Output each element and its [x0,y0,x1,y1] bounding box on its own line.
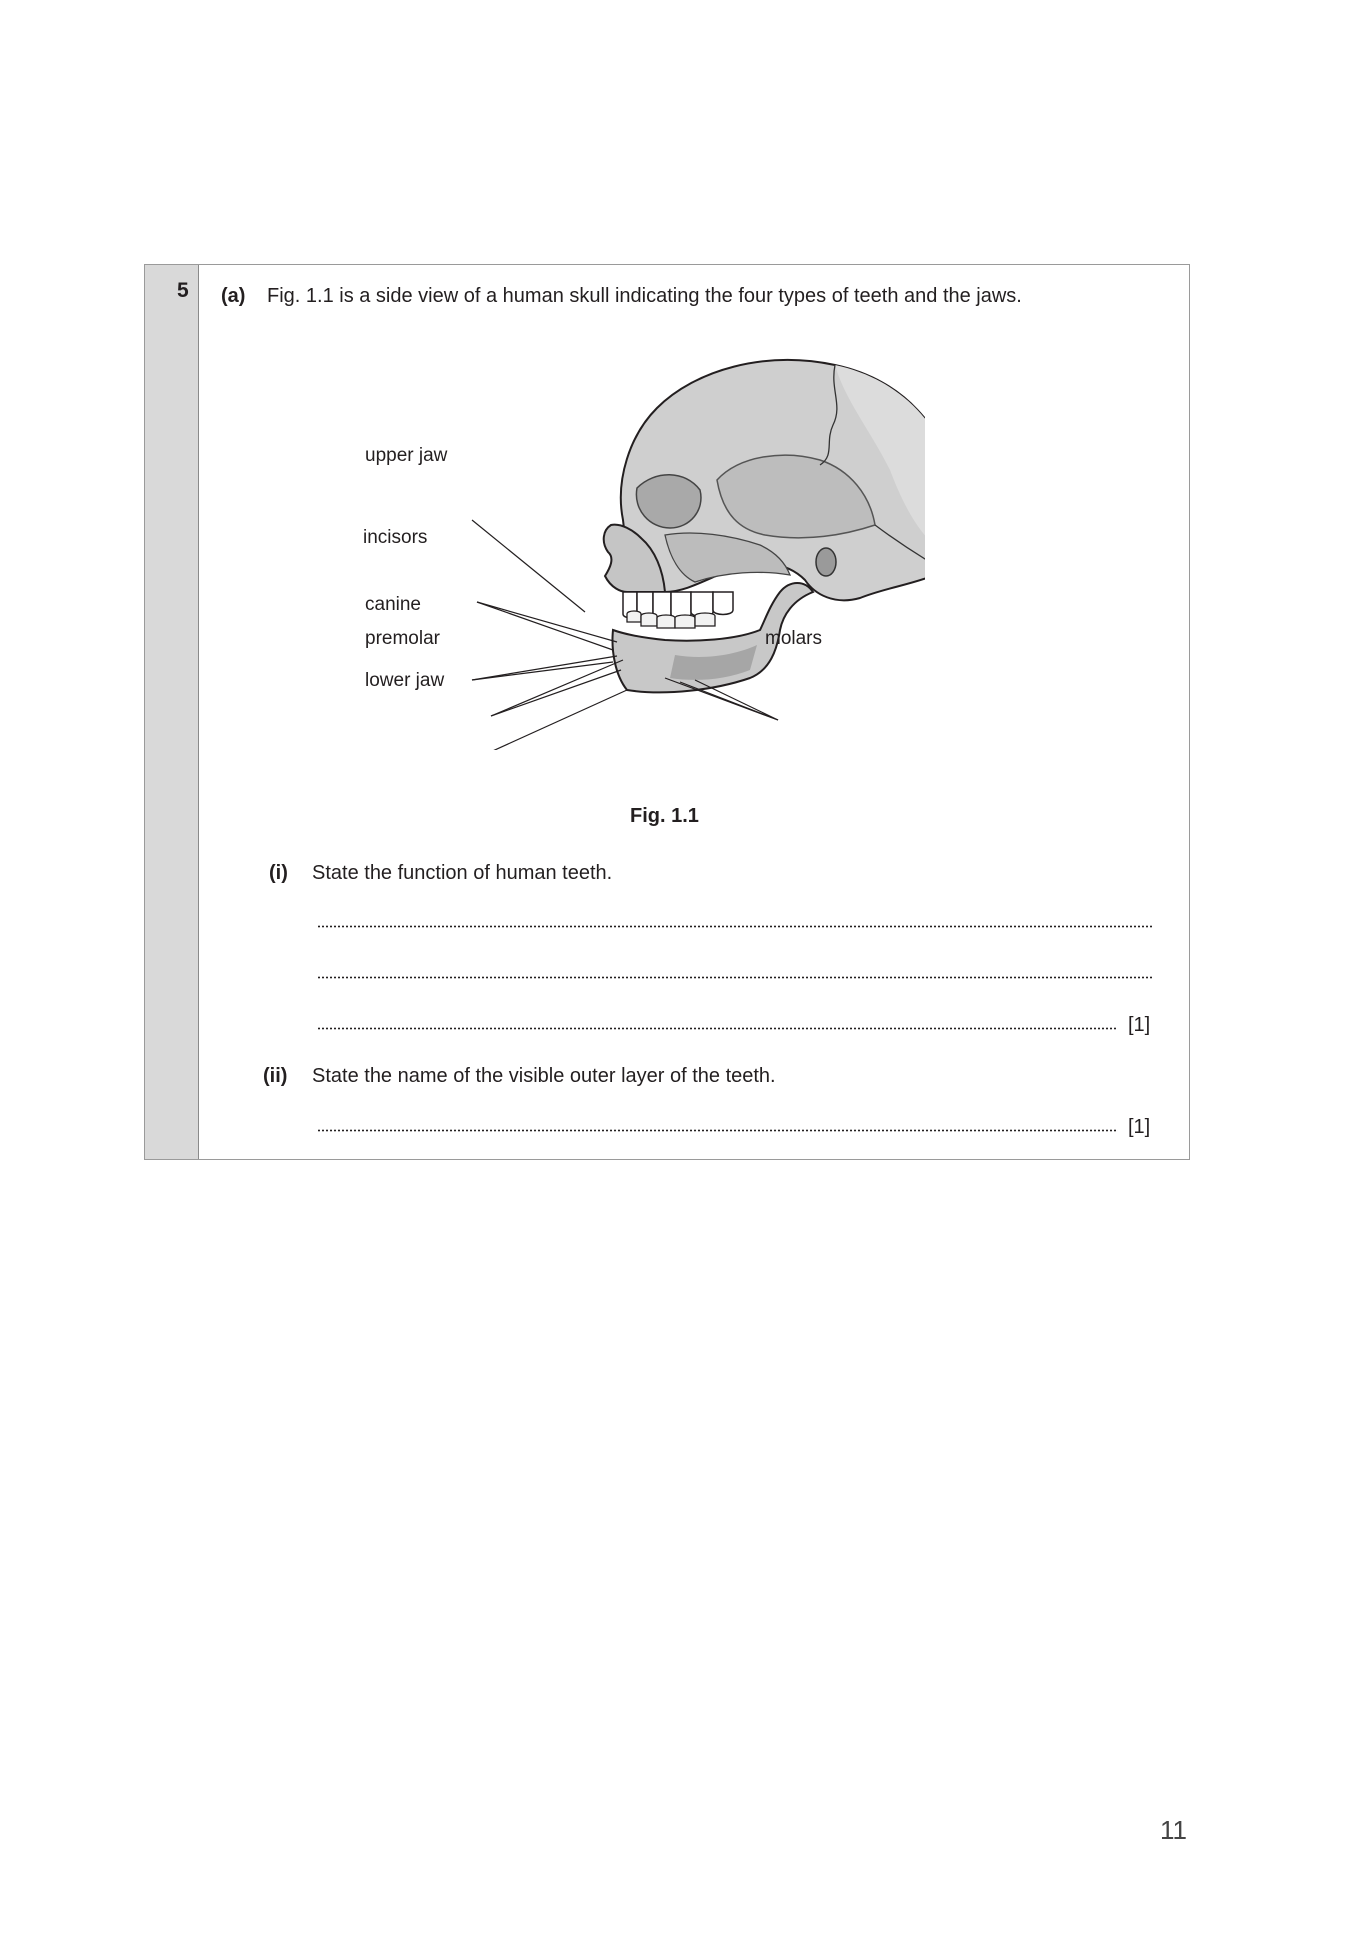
answer-line-i-3[interactable] [317,1027,1116,1030]
part-a-label: (a) [221,285,246,307]
mark-i: [1] [1128,1014,1151,1036]
answer-line-i-1[interactable] [317,925,1153,928]
answer-line-i-2[interactable] [317,976,1153,979]
mark-ii: [1] [1128,1116,1151,1138]
label-incisors: incisors [363,527,428,548]
skull-figure [365,330,925,750]
label-lower-jaw: lower jaw [365,670,445,691]
label-premolar: premolar [365,628,440,649]
label-canine: canine [365,594,421,615]
sub-i-text: State the function of human teeth. [312,862,613,884]
label-upper-jaw: upper jaw [365,445,448,466]
skull-illustration [365,330,925,750]
question-number-column [145,265,199,1159]
answer-line-ii-1[interactable] [317,1129,1116,1132]
figure-caption: Fig. 1.1 [630,805,699,827]
label-molars: molars [765,628,823,649]
sub-ii-text: State the name of the visible outer layer of the teeth. [312,1065,776,1087]
sub-i-label: (i) [269,862,288,884]
part-a-intro: Fig. 1.1 is a side view of a human skull indicating the four types of teeth and the jaws. [267,285,1022,307]
question-box [144,264,1190,1160]
question-number: 5 [177,279,189,302]
page-number: 11 [1160,1815,1187,1845]
sub-ii-label: (ii) [263,1065,288,1087]
